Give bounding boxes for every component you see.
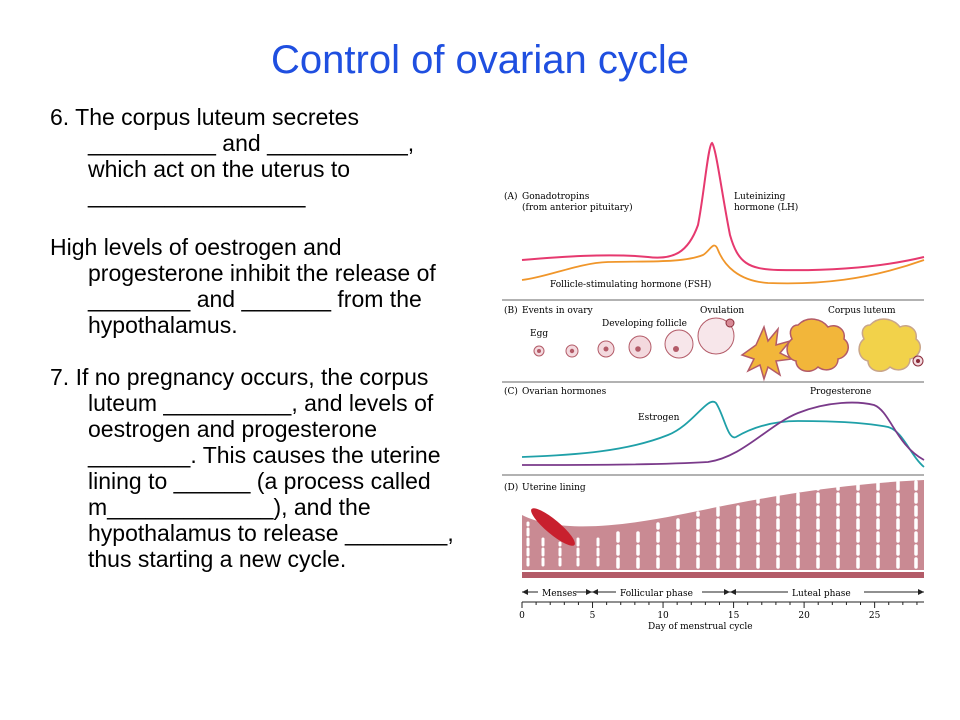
panel-c-title: Ovarian hormones xyxy=(522,387,607,397)
ovarian-cycle-figure xyxy=(498,135,928,635)
lh-label-line2: hormone (LH) xyxy=(734,203,799,213)
corpus-luteum-label: Corpus luteum xyxy=(828,306,896,316)
lh-label: Luteinizing xyxy=(734,192,786,202)
panel-a-label: (A) xyxy=(504,192,518,202)
panel-d-label: (D) xyxy=(504,483,519,493)
panel-d-title: Uterine lining xyxy=(522,483,586,493)
axis-tick-label: 25 xyxy=(868,611,881,621)
panel-b-title: Events in ovary xyxy=(522,306,593,316)
axis-tick-label: 5 xyxy=(589,611,596,621)
paragraph-no-pregnancy: 7. If no pregnancy occurs, the corpus luteum __________, and levels of oestrogen and progesterone ________. This causes the uterine lining to ______ (a process called m_____________), and the hypothalamus to release ________, thus starting a new cycle. xyxy=(50,364,454,572)
paragraph-corpus-luteum: 6. The corpus luteum secretes __________ and ___________, which act on the uterus to _________________ xyxy=(50,104,415,208)
phase-bar xyxy=(522,585,924,599)
phase-follicular: Follicular phase xyxy=(620,589,693,599)
panel-c-label: (C) xyxy=(504,387,518,397)
body-text xyxy=(50,104,470,598)
x-axis-label: Day of menstrual cycle xyxy=(648,622,753,632)
x-axis-ticks xyxy=(519,602,917,621)
progesterone-label: Progesterone xyxy=(810,387,872,397)
axis-tick-label: 15 xyxy=(727,611,740,621)
ovulation-label: Ovulation xyxy=(700,306,745,316)
egg-label: Egg xyxy=(530,329,549,339)
developing-follicle-label: Developing follicle xyxy=(602,319,687,329)
phase-luteal: Luteal phase xyxy=(792,589,851,599)
fsh-curve xyxy=(522,245,924,283)
fsh-label: Follicle-stimulating hormone (FSH) xyxy=(550,280,712,290)
estrogen-label: Estrogen xyxy=(638,413,680,423)
axis-tick-label: 0 xyxy=(519,611,525,621)
panel-a-subtitle: (from anterior pituitary) xyxy=(522,203,633,213)
uterine-lining-illustration xyxy=(522,480,924,575)
panel-b-label: (B) xyxy=(504,306,518,316)
phase-menses: Menses xyxy=(542,589,577,599)
progesterone-curve xyxy=(522,403,924,465)
axis-tick-label: 20 xyxy=(798,611,810,621)
panel-a-title: Gonadotropins xyxy=(522,192,590,202)
axis-tick-label: 10 xyxy=(657,611,669,621)
ovary-events-illustration xyxy=(534,318,923,379)
slide-title: Control of ovarian cycle xyxy=(271,38,689,82)
paragraph-inhibition: High levels of oestrogen and progesterone inhibit the release of ________ and _______ from the hypothalamus. xyxy=(50,234,436,338)
